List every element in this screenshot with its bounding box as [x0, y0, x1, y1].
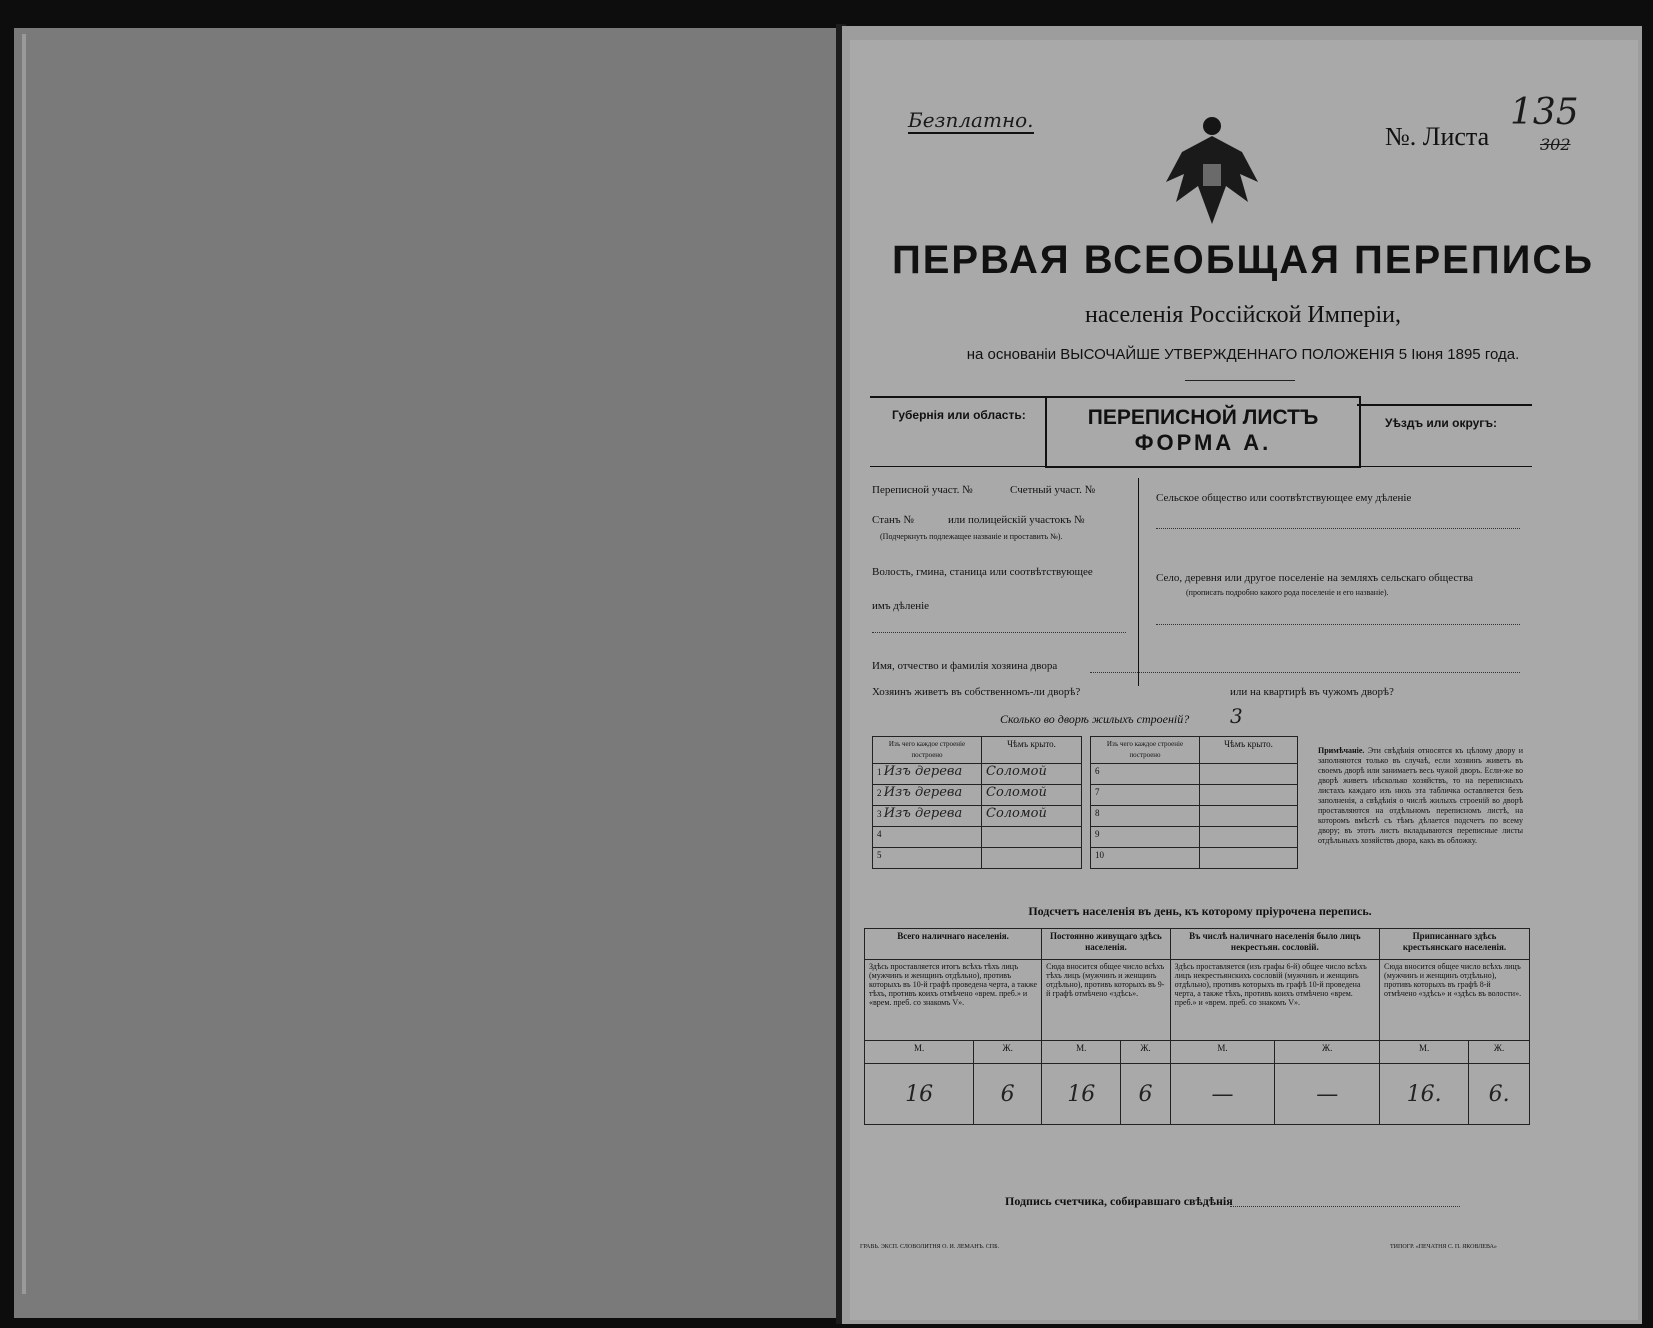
- group-desc: Здѣсь проставляется итогъ всѣхъ тѣхъ лицъ (мужчинъ и женщинъ отдѣльно), противъ которыхъ въ 10-й графѣ проведена черта, а также тѣхъ, противъ коихъ отмѣчено «врем. преб.» и «врем. преб. со знакомъ V».: [865, 960, 1042, 1041]
- ornament-divider: [1185, 380, 1295, 381]
- village-field: Село, деревня или другое поселеніе на земляхъ сельскаго общества: [1156, 572, 1474, 584]
- stan-field: Станъ №: [872, 514, 914, 526]
- buildings-answer: 3: [1230, 704, 1243, 728]
- table-row: 4: [873, 827, 1082, 848]
- volost-field-2: имъ дѣленіе: [872, 600, 930, 612]
- sheet-title-box: [1045, 396, 1361, 468]
- apartment-field: или на квартирѣ въ чужомъ дворѣ?: [1230, 686, 1394, 698]
- group-title: Въ числѣ наличнаго населенія было лицъ некрестьян. сословій.: [1170, 929, 1379, 960]
- m-header: М.: [1170, 1041, 1275, 1064]
- province-label: Губернія или область:: [892, 408, 1026, 422]
- buildings-table-left: [872, 736, 1082, 869]
- sheet-number-struck: 302: [1540, 135, 1571, 154]
- group-title: Приписаннаго здѣсь крестьянскаго населенія.: [1380, 929, 1530, 960]
- printer-left: ГРАВЬ. ЭКСП. СЛОВОЛИТНЯ О. И. ЛЕМАНЪ. СПБ.: [860, 1244, 1000, 1250]
- table-row: 2 Изъ дерева Соломой: [873, 785, 1082, 806]
- sheet-title: ПЕРЕПИСНОЙ ЛИСТЪ: [1087, 406, 1319, 429]
- m-header: М.: [865, 1041, 974, 1064]
- form-label: ФОРМА А.: [1134, 430, 1272, 455]
- counting-section-field: Счетный участ. №: [1010, 484, 1096, 496]
- count-values-row: 16 6 16 6 — — 16. 6.: [865, 1064, 1530, 1125]
- district-label: Уѣздъ или округъ:: [1385, 416, 1498, 430]
- group-title: Всего наличнаго населенія.: [865, 929, 1042, 960]
- census-form: [850, 40, 1638, 1320]
- buildings-table-right: Изъ чего каждое строеніе построено Чѣмъ крыто. 6 7 8 9 10: [1090, 736, 1298, 869]
- form-basis: на основаніи ВЫСОЧАЙШЕ УТВЕРЖДЕННАГО ПОЛОЖЕНІЯ 5 Іюня 1895 года.: [966, 346, 1520, 363]
- owner-name-line: [1090, 672, 1520, 673]
- police-section-field: или полицейскій участокъ №: [948, 514, 1085, 526]
- form-subtitle: населенія Россійской Имперіи,: [1085, 302, 1401, 328]
- owner-name-field: Имя, отчество и фамилія хозяина двора: [872, 660, 1058, 672]
- group-desc: Сюда вносится общее число всѣхъ тѣхъ лицъ (мужчинъ и женщинъ отдѣльно), противъ которыхъ въ 9-й графѣ отмѣчено «здѣсь».: [1042, 960, 1171, 1041]
- m-header: М.: [1380, 1041, 1469, 1064]
- col-roof: Чѣмъ крыто.: [982, 737, 1082, 764]
- free-label: Безплатно.: [908, 108, 1034, 132]
- signature-field: Подпись счетчика, собиравшаго свѣдѣнія: [1005, 1194, 1233, 1208]
- table-row: 7: [1091, 785, 1298, 806]
- left-page: [14, 28, 838, 1318]
- f-header: Ж.: [1275, 1041, 1380, 1064]
- count-title: Подсчетъ населенія въ день, къ которому пріурочена перепись.: [1028, 904, 1372, 918]
- owner-lives-field: Хозяинъ живетъ въ собственномъ-ли дворѣ?: [872, 686, 1081, 698]
- table-row: 10: [1091, 848, 1298, 869]
- m-header: М.: [1042, 1041, 1121, 1064]
- table-row: 8: [1091, 806, 1298, 827]
- rural-society-field: Сельское общество или соотвѣтствующее ему дѣленіе: [1156, 492, 1412, 504]
- census-section-field: Переписной участ. №: [872, 484, 973, 496]
- note-block: [1318, 746, 1523, 846]
- fields-divider: [1138, 478, 1139, 686]
- table-row: 9: [1091, 827, 1298, 848]
- col-material: Изъ чего каждое строеніе построено: [873, 737, 982, 764]
- form-main-title: ПЕРВАЯ ВСЕОБЩАЯ ПЕРЕПИСЬ: [892, 238, 1594, 282]
- village-line: [1156, 624, 1520, 625]
- sheet-number-label: №. Листа: [1385, 122, 1490, 151]
- group-desc: Здѣсь проставляется (изъ графы 6-й) общее число всѣхъ лицъ некрестьянскихъ сословій (мужчинъ и женщинъ отдѣльно), противъ которыхъ въ графѣ 10-й проведена черта, а также тѣхъ, противъ коихъ отмѣчено «врем. преб.» и «врем. преб. со знакомъ V».: [1170, 960, 1379, 1041]
- sheet-number-value: 135: [1510, 92, 1579, 133]
- signature-line: [1230, 1206, 1460, 1207]
- buildings-question: Сколько во дворѣ жилыхъ строеній?: [1000, 712, 1190, 726]
- imperial-eagle-icon: [1162, 112, 1262, 232]
- note-label: Примѣчаніе.: [1318, 746, 1365, 755]
- printer-right: ТИПОГР. «ПЕЧАТНЯ С. П. ЯКОВЛЕВА»: [1390, 1244, 1497, 1250]
- f-header: Ж.: [1469, 1041, 1530, 1064]
- volost-line: [872, 632, 1126, 633]
- note-text: Эти свѣдѣнія относятся къ цѣлому двору и заполняются только въ случаѣ, если хозяинъ живетъ въ своемъ дворѣ или занимаетъ весь чужой дворъ. Если-же во дворѣ живетъ нѣсколько хозяйствъ, то на переписныхъ листахъ каждаго изъ нихъ эта табличка оставляется безъ заполненія, а свѣдѣнія о числѣ жилыхъ строеній во дворѣ проставляются на отдѣльномъ переписномъ листѣ, на которомъ вмѣстѣ съ тѣмъ дѣлается подсчетъ по всему двору; въ этотъ листъ вкладываются переписные листы отдѣльныхъ хозяйствъ двора, какъ въ обложку.: [1318, 746, 1524, 845]
- table-row: 6: [1091, 764, 1298, 785]
- count-table: [864, 928, 1530, 1125]
- district-box: [1357, 404, 1532, 467]
- group-title: Постоянно живущаго здѣсь населенія.: [1042, 929, 1171, 960]
- underline-note: (Подчеркнуть подлежащее названіе и проставить №).: [880, 532, 1063, 541]
- province-box: [870, 396, 1045, 467]
- f-header: Ж.: [974, 1041, 1042, 1064]
- group-desc: Сюда вносится общее число всѣхъ лицъ (мужчинъ и женщинъ отдѣльно), противъ которыхъ въ графѣ 8-й отмѣчено «здѣсь» и «здѣсь въ волости».: [1380, 960, 1530, 1041]
- village-note: (прописать подробно какого рода поселеніе и его названіе).: [1186, 588, 1389, 597]
- table-row: 5: [873, 848, 1082, 869]
- rural-society-line: [1156, 528, 1520, 529]
- table-row: 3 Изъ дерева Соломой: [873, 806, 1082, 827]
- page-edge: [22, 34, 26, 1294]
- f-header: Ж.: [1121, 1041, 1170, 1064]
- table-row: 1 Изъ дерева Соломой: [873, 764, 1082, 785]
- volost-field: Волость, гмина, станица или соотвѣтствующее: [872, 566, 1093, 578]
